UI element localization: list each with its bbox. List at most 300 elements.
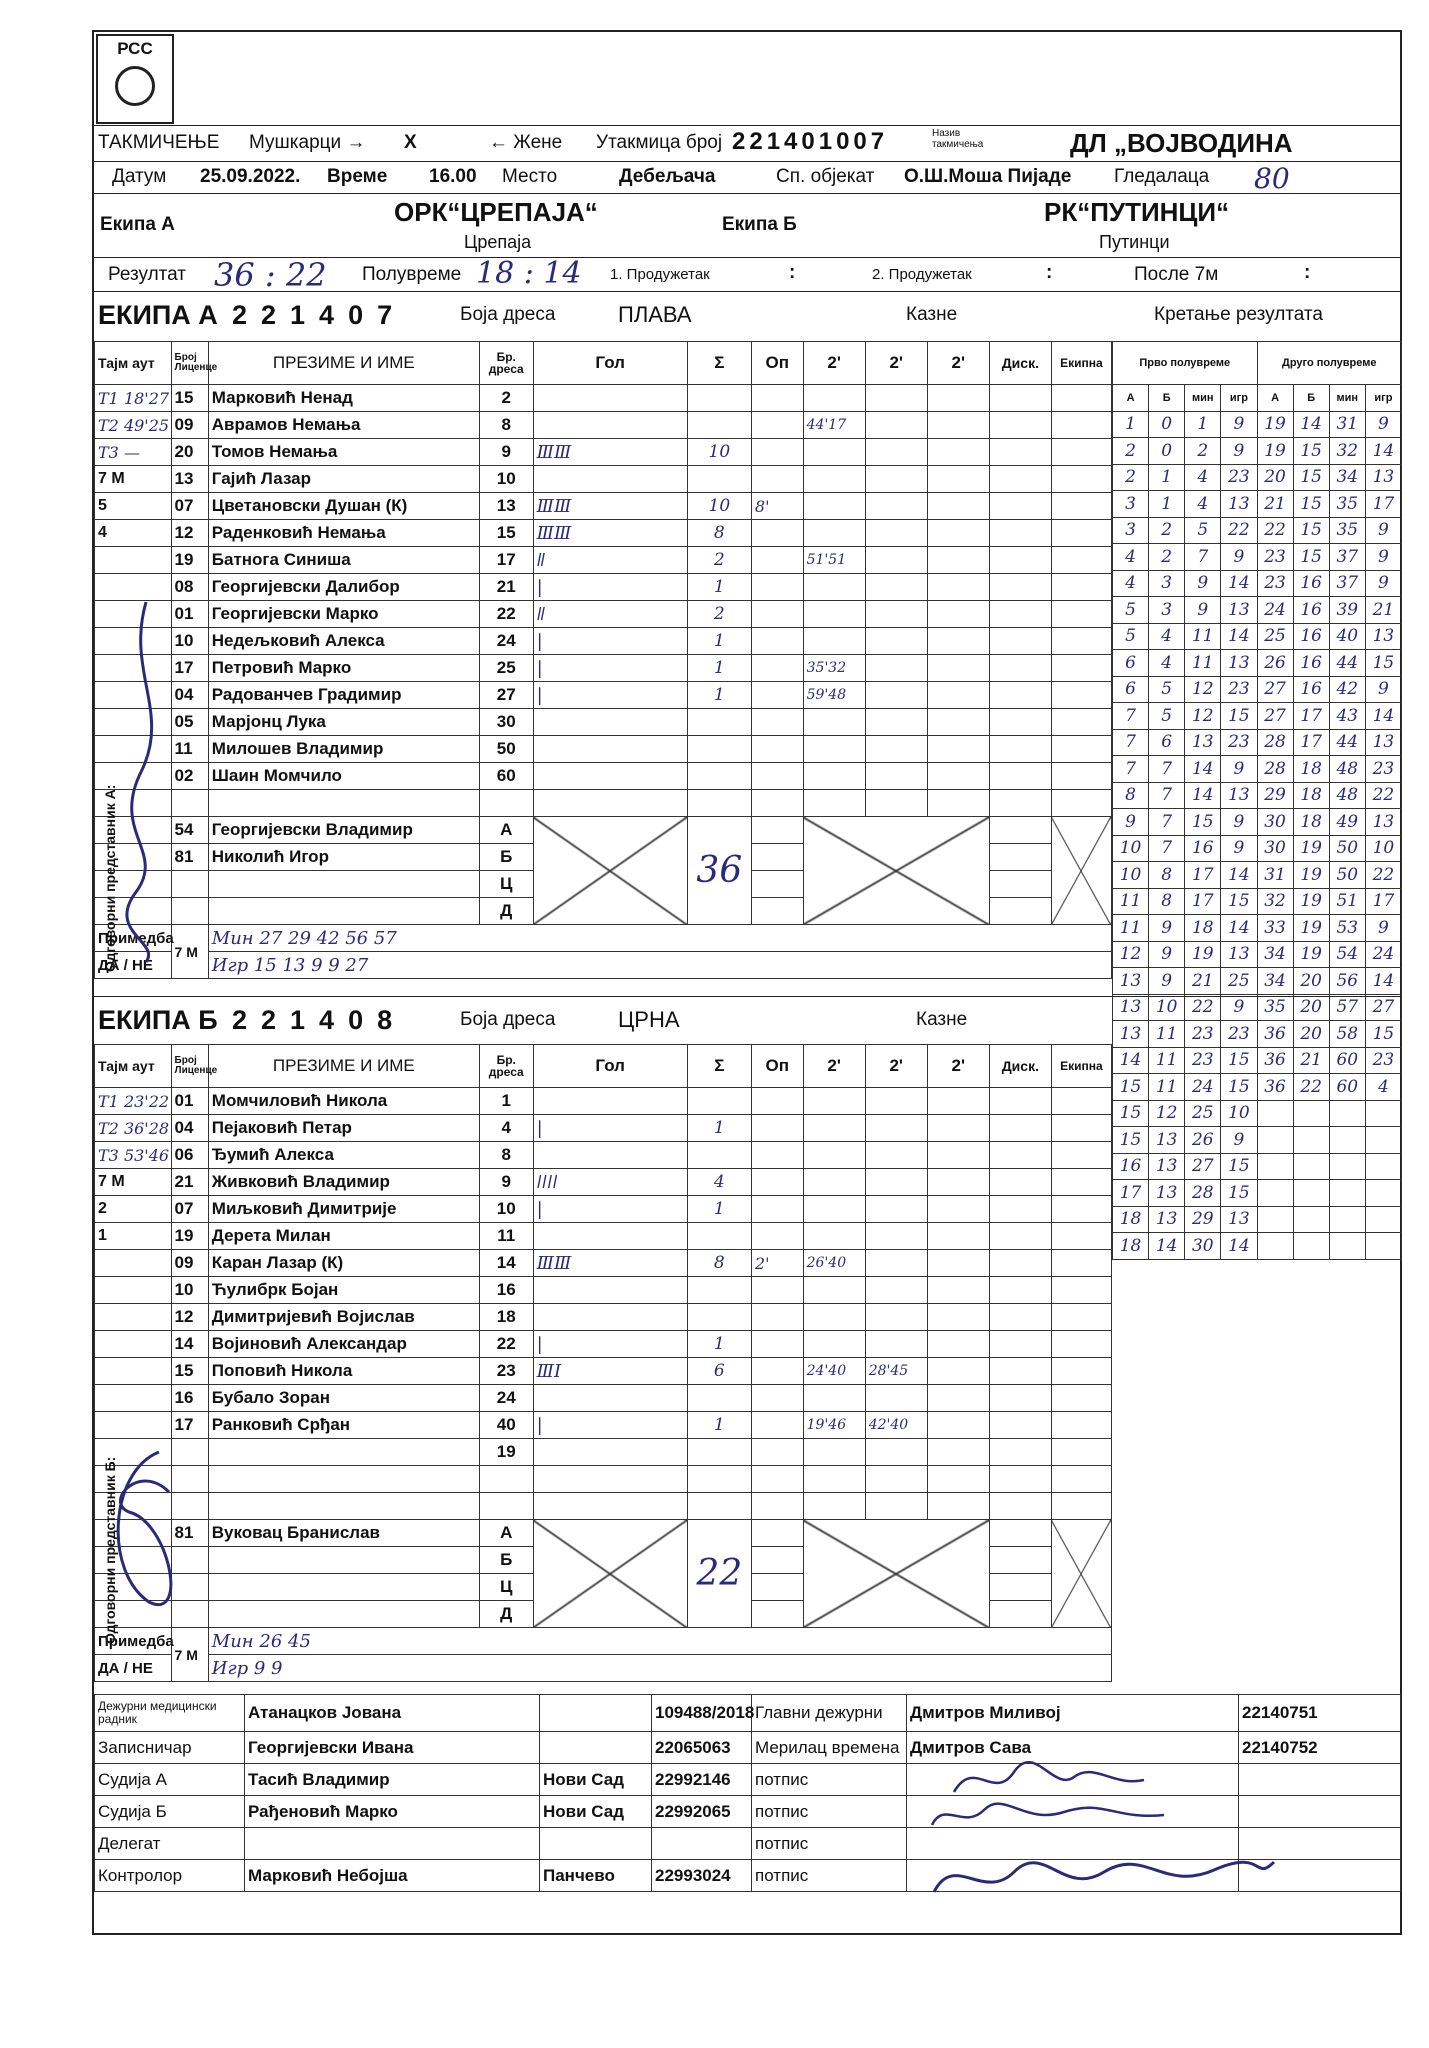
progress-cell: 28: [1257, 756, 1293, 783]
progress-cell: [1293, 1100, 1329, 1127]
official-row: [95, 817, 1112, 844]
player-team-penalty: [1051, 574, 1111, 601]
team-a-title-row: [94, 291, 1400, 341]
date-label: Датум: [112, 166, 167, 187]
player-jersey: 11: [479, 1223, 533, 1250]
player-disq: [989, 763, 1051, 790]
progress-cell: 9: [1221, 835, 1257, 862]
progress-cell: 36: [1257, 1074, 1293, 1101]
player-disq: [989, 1277, 1051, 1304]
player-disq: [989, 1142, 1051, 1169]
player-penalty-2: [865, 466, 927, 493]
timeout-cell: T1 23'22: [95, 1088, 172, 1115]
player-penalty-2: [865, 1142, 927, 1169]
progress-row: [1113, 782, 1402, 809]
after7m-value: :: [1304, 262, 1311, 283]
player-license: 09: [171, 412, 208, 439]
player-row: [95, 1223, 1112, 1250]
progress-cell: 19: [1293, 862, 1329, 889]
progress-cell: [1329, 1100, 1365, 1127]
player-jersey: 22: [479, 1331, 533, 1358]
timeout-cell: [95, 1304, 172, 1331]
progress-cell: 27: [1257, 703, 1293, 730]
team-b-city: Путинци: [1099, 232, 1170, 252]
player-team-penalty: [1051, 493, 1111, 520]
footer-cell: Нови Сад: [540, 1796, 652, 1828]
timeout-cell: 4: [95, 520, 172, 547]
team-a-penalties-label: Казне: [906, 304, 958, 325]
progress-row: [1113, 1021, 1402, 1048]
player-goal-sum: 1: [687, 1412, 751, 1439]
player-penalty-1: [803, 1331, 865, 1358]
player-license: 11: [171, 736, 208, 763]
team-a-rep-signature: [116, 592, 176, 972]
progress-cell: 7: [1113, 703, 1149, 730]
player-goal-tally: [533, 1142, 687, 1169]
official-pen-cross: [803, 1520, 989, 1628]
progress-row: [1113, 888, 1402, 915]
player-goal-tally: |: [533, 574, 687, 601]
player-penalty-3: [927, 1439, 989, 1466]
timeout-cell: 7 М: [95, 466, 172, 493]
player-disq: [989, 385, 1051, 412]
player-disq: [989, 1385, 1051, 1412]
player-jersey: 23: [479, 1358, 533, 1385]
player-warning: [751, 412, 803, 439]
player-goal-sum: 1: [687, 1196, 751, 1223]
official-warn: [751, 844, 803, 871]
team-b-roster: [94, 1044, 1112, 1682]
ot1-value: :: [789, 262, 796, 283]
progress-cell: 19: [1257, 411, 1293, 438]
footer-cell: [652, 1828, 752, 1860]
progress-cell: 13: [1221, 597, 1257, 624]
progress-cell: 60: [1329, 1047, 1365, 1074]
progress-cell: 14: [1365, 703, 1401, 730]
player-penalty-3: [927, 1331, 989, 1358]
player-goal-tally: |: [533, 628, 687, 655]
player-jersey: 21: [479, 574, 533, 601]
player-disq: [989, 466, 1051, 493]
progress-cell: 3: [1113, 517, 1149, 544]
progress-cell: 9: [1221, 411, 1257, 438]
team-total-goals: 22: [687, 1520, 751, 1628]
progress-row: [1113, 464, 1402, 491]
player-goal-tally: |: [533, 1196, 687, 1223]
footer-cell: потпис: [752, 1860, 907, 1892]
progress-row: [1113, 729, 1402, 756]
player-row: [95, 574, 1112, 601]
progress-row: [1113, 544, 1402, 571]
player-jersey: 2: [479, 385, 533, 412]
progress-cell: 13: [1221, 650, 1257, 677]
progress-cell: 21: [1185, 968, 1221, 995]
note-yes-no: ДА / НЕ: [95, 1655, 172, 1682]
player-penalty-3: [927, 628, 989, 655]
progress-cell: [1257, 1180, 1293, 1207]
spacer-cell: [533, 1493, 687, 1520]
progress-row: [1113, 835, 1402, 862]
progress-cell: 14: [1185, 782, 1221, 809]
spacer-row: [95, 790, 1112, 817]
player-penalty-1: [803, 520, 865, 547]
official-name: Вуковац Бранислав: [208, 1520, 479, 1547]
player-penalty-1: 44'17: [803, 412, 865, 439]
first-half-label: Прво полувреме: [1113, 342, 1258, 385]
timeout-cell: [95, 547, 172, 574]
progress-row: [1113, 1127, 1402, 1154]
progress-row: [1113, 597, 1402, 624]
progress-row: [1113, 676, 1402, 703]
progress-cell: 13: [1365, 729, 1401, 756]
footer-cell: Рађеновић Марко: [245, 1796, 540, 1828]
player-warning: [751, 1331, 803, 1358]
progress-cell: 14: [1293, 411, 1329, 438]
col-warn: Оп: [751, 342, 803, 385]
player-penalty-1: [803, 466, 865, 493]
player-penalty-1: [803, 439, 865, 466]
official-letter: Ц: [479, 871, 533, 898]
progress-cell: 13: [1221, 941, 1257, 968]
progress-cell: 60: [1329, 1074, 1365, 1101]
player-license: 04: [171, 682, 208, 709]
progress-cell: 16: [1293, 676, 1329, 703]
team-a-name: ОРК“ЦРЕПАЈА“: [394, 197, 598, 227]
player-jersey: [479, 1466, 533, 1493]
progress-cell: 5: [1113, 597, 1149, 624]
progress-cell: 27: [1365, 994, 1401, 1021]
after7m-label: После 7м: [1134, 264, 1219, 285]
player-name: Аврамов Немања: [208, 412, 479, 439]
player-row: [95, 1466, 1112, 1493]
progress-cell: 23: [1257, 570, 1293, 597]
timeout-cell: 2: [95, 1196, 172, 1223]
footer-cell: потпис: [752, 1828, 907, 1860]
player-penalty-3: [927, 493, 989, 520]
player-penalty-1: 35'32: [803, 655, 865, 682]
progress-cell: 4: [1113, 570, 1149, 597]
progress-cell: 11: [1113, 915, 1149, 942]
col-sum: Σ: [687, 342, 751, 385]
official-letter: Ц: [479, 1574, 533, 1601]
progress-cell: [1257, 1100, 1293, 1127]
progress-cell: 15: [1221, 703, 1257, 730]
footer-cell: Панчево: [540, 1860, 652, 1892]
player-disq: [989, 736, 1051, 763]
spacer-cell: [803, 1493, 865, 1520]
player-goal-sum: 1: [687, 574, 751, 601]
spacer-cell: [989, 1493, 1051, 1520]
col-timeout: Тајм аут: [95, 1045, 172, 1088]
player-name: Цветановски Душан (К): [208, 493, 479, 520]
player-row: [95, 1196, 1112, 1223]
timeout-cell: 7 М: [95, 1169, 172, 1196]
progress-cell: 15: [1293, 464, 1329, 491]
progress-cell: 15: [1221, 1180, 1257, 1207]
player-jersey: 8: [479, 412, 533, 439]
player-penalty-3: [927, 1115, 989, 1142]
progress-cell: [1329, 1153, 1365, 1180]
timeout-cell: [95, 1358, 172, 1385]
header-row-teams: [94, 193, 1400, 257]
player-goal-tally: |: [533, 682, 687, 709]
progress-col-header: мин: [1329, 385, 1365, 412]
timeout-cell: T1 18'27: [95, 385, 172, 412]
progress-cell: 30: [1185, 1233, 1221, 1260]
progress-cell: 8: [1149, 888, 1185, 915]
progress-cell: 7: [1149, 835, 1185, 862]
player-row: [95, 763, 1112, 790]
progress-cell: 17: [1365, 888, 1401, 915]
player-penalty-1: 59'48: [803, 682, 865, 709]
player-license: 14: [171, 1331, 208, 1358]
progress-col-header: А: [1113, 385, 1149, 412]
progress-cell: 14: [1221, 915, 1257, 942]
progress-cell: 44: [1329, 650, 1365, 677]
player-name: Ћулибрк Бојан: [208, 1277, 479, 1304]
player-jersey: 18: [479, 1304, 533, 1331]
progress-cell: 13: [1185, 729, 1221, 756]
player-name: Шаин Момчило: [208, 763, 479, 790]
player-goal-sum: 8: [687, 1250, 751, 1277]
progress-cell: 6: [1113, 676, 1149, 703]
player-penalty-2: [865, 1385, 927, 1412]
player-jersey: 50: [479, 736, 533, 763]
progress-row: [1113, 809, 1402, 836]
spacer-cell: [208, 1493, 479, 1520]
player-goal-tally: |: [533, 1412, 687, 1439]
player-penalty-3: [927, 547, 989, 574]
footer-cell: 22992146: [652, 1764, 752, 1796]
team-b-color-label: Боја дреса: [460, 1009, 556, 1030]
progress-row: [1113, 517, 1402, 544]
player-name: Георгијевски Далибор: [208, 574, 479, 601]
player-goal-sum: 1: [687, 655, 751, 682]
progress-cell: 10: [1113, 835, 1149, 862]
player-disq: [989, 547, 1051, 574]
women-label: ← Жене: [489, 132, 563, 153]
player-penalty-2: [865, 1304, 927, 1331]
player-penalty-2: 42'40: [865, 1412, 927, 1439]
progress-cell: 30: [1257, 809, 1293, 836]
progress-cell: 14: [1365, 438, 1401, 465]
footer-cell: 22140752: [1239, 1732, 1401, 1764]
progress-row: [1113, 1180, 1402, 1207]
col-two-1: 2': [803, 1045, 865, 1088]
player-goal-tally: [533, 466, 687, 493]
player-goal-sum: [687, 763, 751, 790]
progress-cell: 16: [1293, 597, 1329, 624]
progress-cell: [1257, 1153, 1293, 1180]
progress-cell: 23: [1365, 1047, 1401, 1074]
team-total-goals: 36: [687, 817, 751, 925]
official-disq: [989, 817, 1051, 844]
player-warning: [751, 1412, 803, 1439]
official-letter: А: [479, 817, 533, 844]
team-b-penalties-label: Казне: [916, 1009, 968, 1030]
place-value: Дебељача: [619, 166, 716, 187]
footer-cell: Записничар: [95, 1732, 245, 1764]
progress-cell: 2: [1113, 464, 1149, 491]
player-goal-sum: 10: [687, 493, 751, 520]
player-team-penalty: [1051, 1277, 1111, 1304]
player-warning: [751, 1385, 803, 1412]
spacer-cell: [751, 1493, 803, 1520]
official-disq: [989, 871, 1051, 898]
progress-cell: 24: [1365, 941, 1401, 968]
player-team-penalty: [1051, 1088, 1111, 1115]
player-goal-sum: [687, 1466, 751, 1493]
player-jersey: 60: [479, 763, 533, 790]
player-goal-sum: [687, 466, 751, 493]
spacer-cell: [687, 1493, 751, 1520]
progress-cell: 16: [1293, 650, 1329, 677]
player-license: 15: [171, 1358, 208, 1385]
player-name: Батнога Синиша: [208, 547, 479, 574]
official-name: [208, 1601, 479, 1628]
progress-cell: 10: [1149, 994, 1185, 1021]
team-b-name: РК“ПУТИНЦИ“: [1044, 197, 1230, 227]
player-goal-tally: ⅢⅢ: [533, 493, 687, 520]
competition-name-label: Назив такмичења: [932, 128, 984, 150]
official-goal-cross: [533, 817, 687, 925]
progress-cell: 25: [1257, 623, 1293, 650]
player-row: [95, 466, 1112, 493]
progress-col-header: Б: [1293, 385, 1329, 412]
progress-cell: 19: [1293, 915, 1329, 942]
player-team-penalty: [1051, 709, 1111, 736]
player-jersey: 10: [479, 466, 533, 493]
player-penalty-1: [803, 1304, 865, 1331]
col-name: ПРЕЗИМЕ И ИМЕ: [208, 1045, 479, 1088]
player-penalty-2: [865, 1439, 927, 1466]
timeout-cell: T3 53'46: [95, 1142, 172, 1169]
player-goal-tally: [533, 1304, 687, 1331]
progress-cell: 9: [1365, 676, 1401, 703]
team-b-rep-label: Одговорни представник Б:: [102, 1456, 118, 1644]
player-penalty-2: [865, 520, 927, 547]
progress-cell: 13: [1113, 994, 1149, 1021]
progress-cell: 3: [1149, 597, 1185, 624]
official-letter: Д: [479, 1601, 533, 1628]
team-a-label: Екипа А: [100, 214, 175, 235]
venue-label: Сп. објекат: [776, 166, 875, 187]
progress-row: [1113, 1233, 1402, 1260]
progress-cell: 13: [1149, 1206, 1185, 1233]
player-row: [95, 1277, 1112, 1304]
halftime-label: Полувреме: [362, 264, 462, 285]
halftime-value: 18 : 14: [476, 256, 582, 291]
progress-cell: 4: [1149, 650, 1185, 677]
progress-cell: 17: [1185, 888, 1221, 915]
official-warn: [751, 898, 803, 925]
progress-cell: 29: [1185, 1206, 1221, 1233]
progress-cell: [1329, 1206, 1365, 1233]
progress-cell: 9: [1365, 570, 1401, 597]
player-penalty-2: [865, 655, 927, 682]
player-goal-sum: [687, 412, 751, 439]
player-row: [95, 682, 1112, 709]
col-license: Број Лиценце: [171, 342, 208, 385]
header-row-competition: [94, 125, 1400, 161]
player-license: 07: [171, 1196, 208, 1223]
player-jersey: 16: [479, 1277, 533, 1304]
team-a-code: 221407: [232, 300, 407, 330]
progress-row: [1113, 411, 1402, 438]
progress-cell: 15: [1293, 544, 1329, 571]
progress-cell: 22: [1185, 994, 1221, 1021]
progress-cell: [1329, 1127, 1365, 1154]
player-team-penalty: [1051, 1250, 1111, 1277]
col-two-2: 2': [865, 1045, 927, 1088]
player-name: Георгијевски Марко: [208, 601, 479, 628]
progress-cell: 34: [1257, 968, 1293, 995]
player-penalty-1: [803, 628, 865, 655]
player-goal-sum: [687, 1439, 751, 1466]
timeout-cell: 5: [95, 493, 172, 520]
player-penalty-1: [803, 385, 865, 412]
player-disq: [989, 1250, 1051, 1277]
progress-cell: 18: [1293, 756, 1329, 783]
progress-row: [1113, 994, 1402, 1021]
progress-cell: 15: [1221, 1074, 1257, 1101]
player-warning: [751, 1142, 803, 1169]
player-team-penalty: [1051, 682, 1111, 709]
footer-cell: Судија А: [95, 1764, 245, 1796]
match-number: 221401007: [732, 128, 889, 155]
progress-cell: [1257, 1127, 1293, 1154]
col-disq: Диск.: [989, 342, 1051, 385]
player-disq: [989, 574, 1051, 601]
player-disq: [989, 439, 1051, 466]
progress-cell: 11: [1185, 650, 1221, 677]
progress-cell: 44: [1329, 729, 1365, 756]
player-penalty-3: [927, 655, 989, 682]
player-penalty-1: [803, 1196, 865, 1223]
official-license: [171, 898, 208, 925]
progress-cell: 4: [1113, 544, 1149, 571]
player-team-penalty: [1051, 1385, 1111, 1412]
player-license: 09: [171, 1250, 208, 1277]
spacer-cell: [927, 790, 989, 817]
player-jersey: 9: [479, 439, 533, 466]
progress-cell: 14: [1221, 1233, 1257, 1260]
player-goal-tally: |: [533, 1115, 687, 1142]
official-row: [95, 1520, 1112, 1547]
player-penalty-2: [865, 439, 927, 466]
footer-cell: Судија Б: [95, 1796, 245, 1828]
progress-cell: 5: [1149, 703, 1185, 730]
player-warning: 8': [751, 493, 803, 520]
player-team-penalty: [1051, 736, 1111, 763]
progress-cell: 48: [1329, 782, 1365, 809]
player-penalty-1: [803, 1223, 865, 1250]
player-warning: [751, 574, 803, 601]
official-name: [208, 1547, 479, 1574]
spacer-cell: [533, 790, 687, 817]
col-timeout: Тајм аут: [95, 342, 172, 385]
time-label: Време: [327, 166, 388, 187]
progress-cell: 11: [1113, 888, 1149, 915]
spacer-cell: [989, 790, 1051, 817]
player-name: Радованчев Градимир: [208, 682, 479, 709]
player-row: [95, 439, 1112, 466]
player-jersey: 19: [479, 1439, 533, 1466]
player-goal-sum: 8: [687, 520, 751, 547]
progress-cell: 15: [1221, 888, 1257, 915]
spacer-row: [95, 1493, 1112, 1520]
progress-col-header: мин: [1185, 385, 1221, 412]
